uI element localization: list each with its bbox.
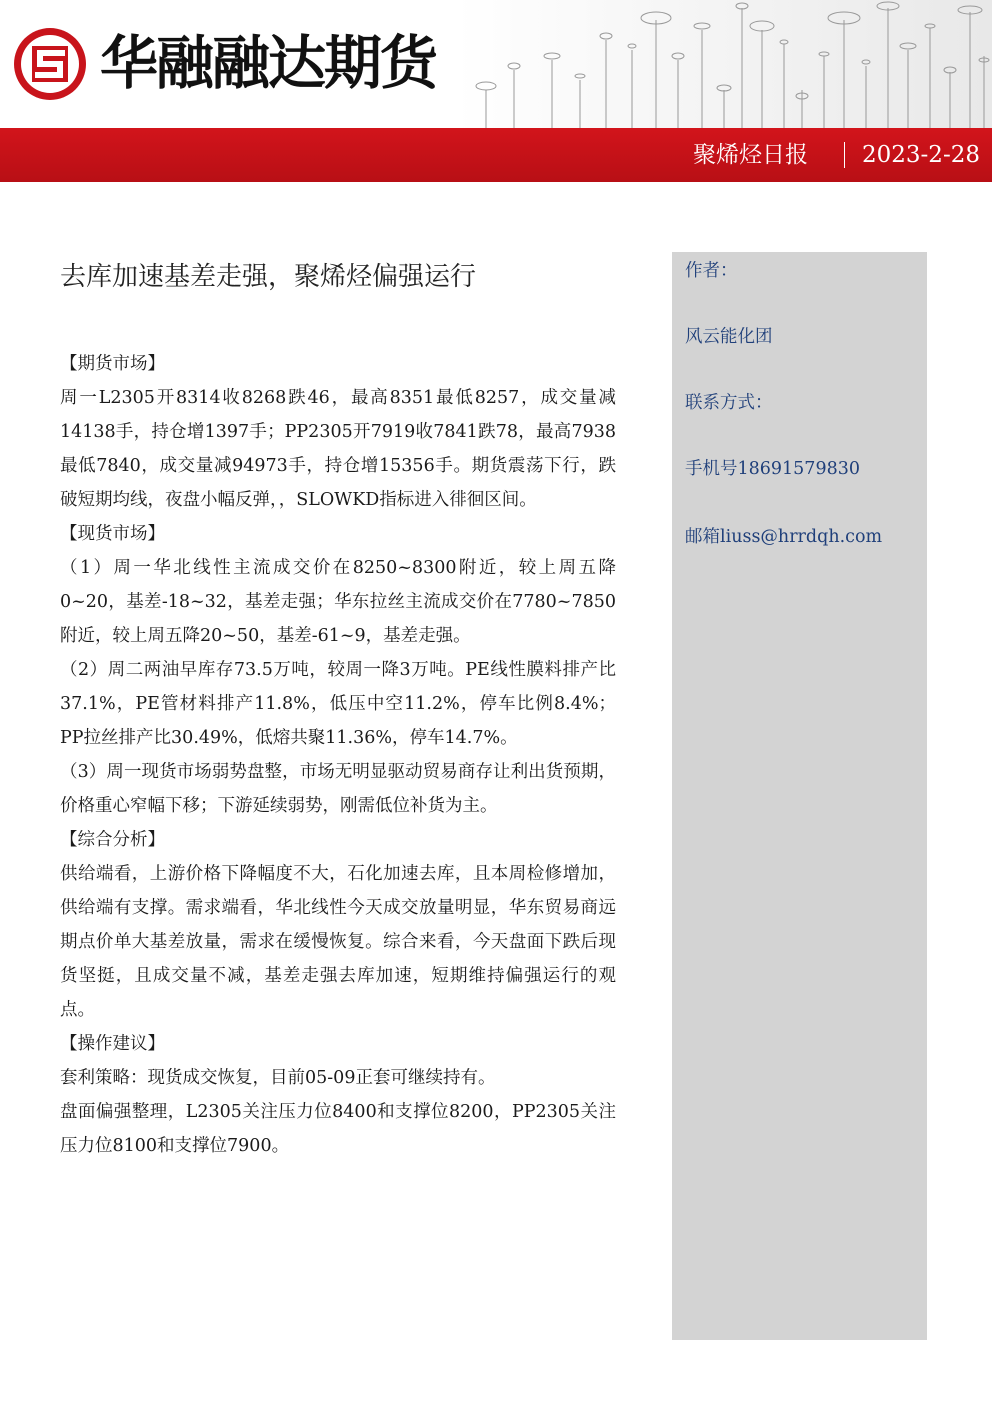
report-type: 聚烯烃日报 <box>693 142 808 168</box>
paragraph: 盘面偏强整理，L2305关注压力位8400和支撑位8200，PP2305关注压力位8100和支撑位7900。 <box>60 1102 616 1156</box>
section-heading-futures: 【期货市场】 <box>60 354 165 374</box>
email-address[interactable]: 邮箱liuss@hrrdqh.com <box>685 527 883 547</box>
paragraph: 周一L2305开8314收8268跌46，最高8351最低8257，成交量减14138手，持仓增1397手；PP2305开7919收7841跌78，最高7938最低7840，成交量减94973手，持仓增15356手。期货震荡下行，跌破短期均线，夜盘小幅反弹，，SLOWKD指标进入徘徊区间。 <box>60 388 616 510</box>
author-sidebar <box>672 252 927 1340</box>
paragraph: 供给端看，上游价格下降幅度不大，石化加速去库，且本周检修增加，供给端有支撑。需求端看，华北线性今天成交放量明显，华东贸易商远期点价单大基差放量，需求在缓慢恢复。综合来看，今天盘面下跌后现货坚挺，且成交量不减，基差走强去库加速，短期维持偏强运行的观点。 <box>60 864 616 1020</box>
section-heading-analysis: 【综合分析】 <box>60 830 165 850</box>
banner-divider <box>844 142 845 168</box>
title-banner <box>0 128 992 182</box>
section-heading-suggestion: 【操作建议】 <box>60 1034 165 1054</box>
phone-number: 手机号18691579830 <box>685 459 860 479</box>
report-header <box>0 0 992 184</box>
brand-name: 华融融达期货 <box>100 29 437 97</box>
paragraph: （1）周一华北线性主流成交价在8250~8300附近，较上周五降0~20，基差-18~32，基差走强；华东拉丝主流成交价在7780~7850附近，较上周五降20~50，基差-61~9，基差走强。 <box>60 558 616 646</box>
paragraph: （3）周一现货市场弱势盘整，市场无明显驱动贸易商存让利出货预期，价格重心窄幅下移；下游延续弱势，刚需低位补货为主。 <box>60 762 616 816</box>
section-heading-spot: 【现货市场】 <box>60 524 165 544</box>
paragraph: 套利策略：现货成交恢复，目前05-09正套可继续持有。 <box>60 1068 496 1088</box>
report-date: 2023-2-28 <box>862 142 980 168</box>
author-label: 作者： <box>685 261 738 281</box>
author-name: 风云能化团 <box>685 327 773 347</box>
contact-label: 联系方式： <box>685 393 773 413</box>
article-body <box>60 255 616 1163</box>
paragraph: （2）周二两油早库存73.5万吨，较周一降3万吨。PE线性膜料排产比37.1%，PE管材料排产11.8%，低压中空11.2%，停车比例8.4%；PP拉丝排产比30.49%，低熔共聚11.36%，停车14.7%。 <box>60 660 616 748</box>
company-logo-icon <box>12 26 88 102</box>
decorative-circles-graphic <box>456 0 992 128</box>
article-title: 去库加速基差走强，聚烯烃偏强运行 <box>60 262 477 292</box>
